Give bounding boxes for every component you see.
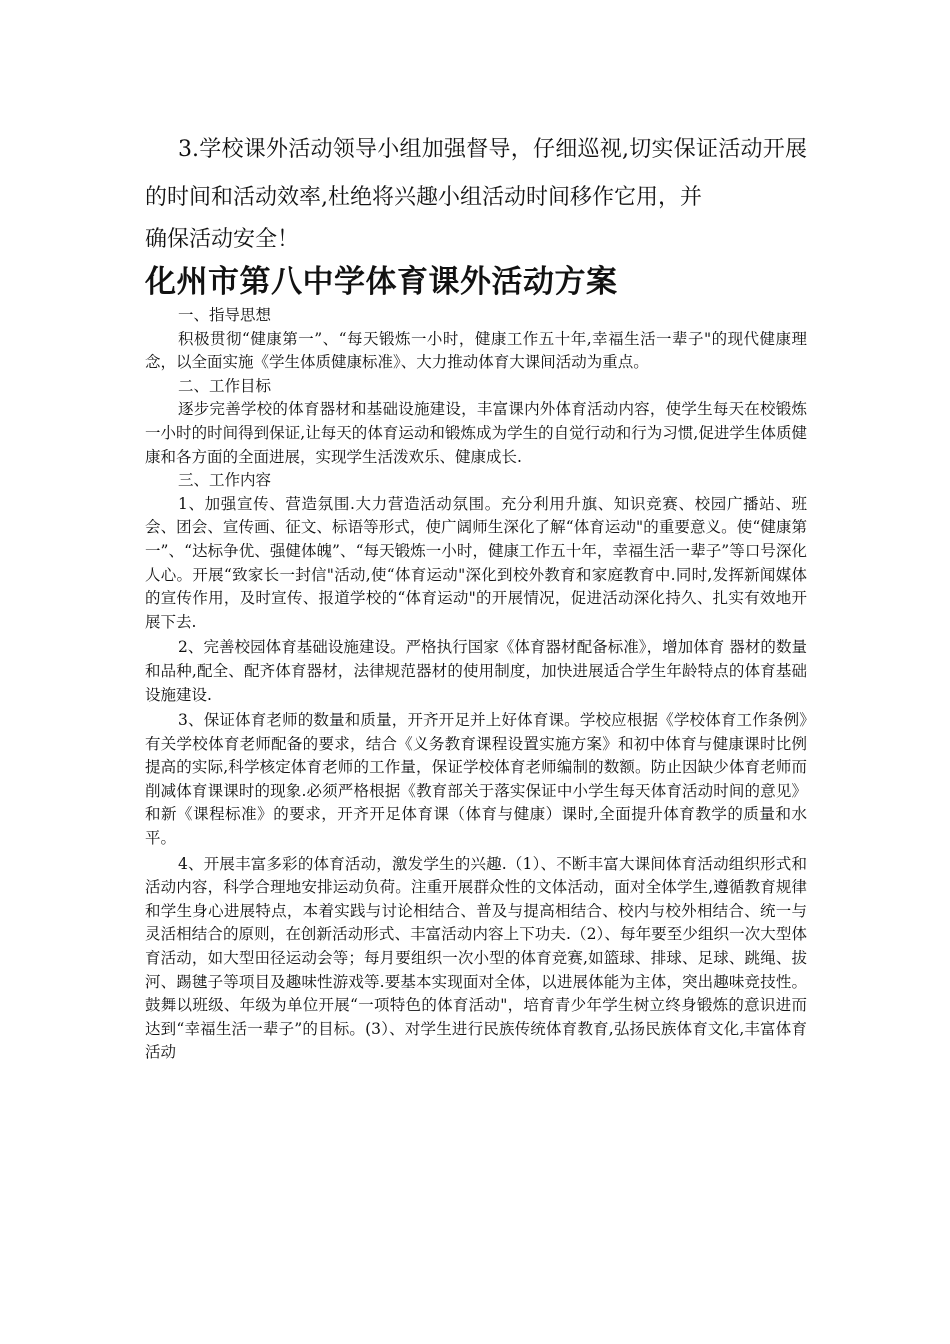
section-heading-work-goals: 二、工作目标 xyxy=(178,376,272,395)
paragraph-item-4: 4、开展丰富多彩的体育活动，激发学生的兴趣.（1）、不断丰富大课间体育活动组织形式和活动内容，科学合理地安排运动负荷。注重开展群众性的文体活动，面对全体学生,遵循教育规律和学生身心进展特点，本着实践与讨论相结合、普及与提高相结合、校内与校外相结合、统一与灵活相结合的原则，在创新活动形式、丰富活动内容上下功夫.（2）、每年要至少组织一次大型体育活动，如大型田径运动会等；每月要组织一次小型的体育竞赛,如篮球、排球、足球、跳绳、拔河、踢毽子等项目及趣味性游戏等.要基本实现面对全体，以进展体能为主体，突出趣味竞技性。鼓舞以班级、年级为单位开展“一项特色的体育活动"，培育青少年学生树立终身锻炼的意识进而达到“幸福生活一辈子”的目标。(3）、对学生进行民族传统体育教育,弘扬民族体育文化,丰富体育活动 xyxy=(145,854,807,1062)
paragraph-item-2: 2、完善校园体育基础设施建设。严格执行国家《体育器材配备标准》，增加体育 器材的数量和品种,配全、配齐体育器材，法律规范器材的使用制度，加快进展适合学生年龄特点的体育基础设施建设. xyxy=(145,638,807,704)
intro-paragraph xyxy=(145,126,807,258)
intro-text-end: 确保活动安全！ xyxy=(145,227,300,252)
intro-text: 3.学校课外活动领导小组加强督导，仔细巡视,切实保证活动开展的时间和活动效率,杜绝将兴趣小组活动时间移作它用，并 xyxy=(145,137,807,210)
document-body xyxy=(145,304,807,1065)
paragraph-item-3: 3、保证体育老师的数量和质量，开齐开足并上好体育课。学校应根据《学校体育工作条例》有关学校体育老师配备的要求，结合《义务教育课程设置实施方案》和初中体育与健康课时比例提高的实际,科学核定体育老师的工作量，保证学校体育老师编制的数额。防止因缺少体育老师而削减体育课课时的现象.必须严格根据《教育部关于落实保证中小学生每天体育活动时间的意见》和新《课程标准》的要求，开齐开足体育课（体育与健康）课时,全面提升体育教学的质量和水平。 xyxy=(145,711,807,848)
paragraph-guiding-thought: 积极贯彻“健康第一”、“每天锻炼一小时，健康工作五十年,幸福生活一辈子"的现代健康理念，以全面实施《学生体质健康标准》、大力推动体育大课间活动为重点。 xyxy=(145,329,807,372)
section-heading-work-content: 三、工作内容 xyxy=(178,471,272,490)
section-heading-guiding-thought: 一、指导思想 xyxy=(178,306,272,324)
paragraph-work-goals: 逐步完善学校的体育器材和基础设施建设，丰富课内外体育活动内容，使学生每天在校锻炼一小时的时间得到保证,让每天的体育运动和锻炼成为学生的自觉行动和行为习惯,促进学生体质健康和各方面的全面进展，实现学生活泼欢乐、健康成长. xyxy=(145,400,807,466)
document-page xyxy=(145,126,807,1065)
document-title: 化州市第八中学体育课外活动方案 xyxy=(145,264,618,300)
paragraph-item-1: 1、加强宣传、营造氛围.大力营造活动氛围。充分利用升旗、知识竞赛、校园广播站、班会、团会、宣传画、征文、标语等形式，使广阔师生深化了解“体育运动"的重要意义。使“健康第一”、“达标争优、强健体魄”、“每天锻炼一小时，健康工作五十年，幸福生活一辈子”等口号深化人心。开展“致家长一封信"活动,使“体育运动"深化到校外教育和家庭教育中.同时,发挥新闻媒体的宣传作用，及时宣传、报道学校的“体育运动"的开展情况，促进活动深化持久、扎实有效地开展下去. xyxy=(145,494,807,631)
